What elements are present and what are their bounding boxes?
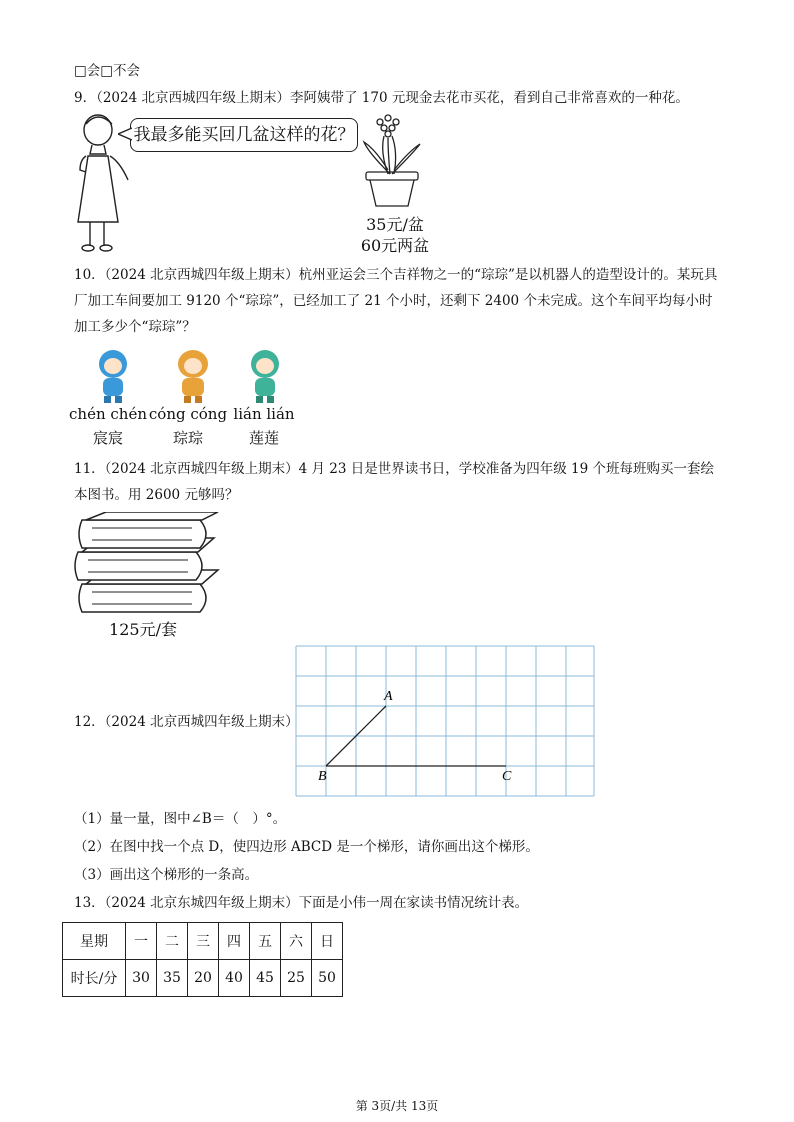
mascot-chenchen-icon	[90, 346, 136, 404]
q12-text: 12．（2024 北京西城四年级上期末）	[74, 714, 299, 730]
page-footer: 第 3页/共 13页	[355, 1099, 439, 1113]
mascot-lianlian-icon	[242, 346, 288, 404]
point-a-label: A	[384, 689, 393, 704]
table-cell: 三	[188, 923, 219, 960]
table-cell: 45	[250, 960, 281, 997]
mascot-pinyin-2: cóng cóng	[148, 405, 228, 423]
point-c-label: C	[502, 769, 512, 784]
q12-sub3: （3）画出这个梯形的一条高。	[74, 867, 259, 883]
q8-options: □会□不会	[74, 63, 141, 79]
table-cell: 50	[312, 960, 343, 997]
table-cell: 星期	[63, 923, 126, 960]
speech-bubble: 我最多能买回几盆这样的花？	[130, 118, 358, 152]
mascot-congcong-icon	[170, 346, 216, 404]
q12-sub2: （2）在图中找一个点 D，使四边形 ABCD 是一个梯形，请你画出这个梯形。	[74, 839, 539, 855]
price-per-pot: 35元/盆	[366, 215, 424, 234]
table-cell: 四	[219, 923, 250, 960]
table-row	[63, 960, 343, 997]
table-cell: 五	[250, 923, 281, 960]
point-b-label: B	[318, 769, 327, 784]
table-cell: 一	[126, 923, 157, 960]
books-stack-illustration	[72, 512, 222, 618]
flower-pot-illustration	[358, 112, 424, 210]
table-cell: 35	[157, 960, 188, 997]
table-cell: 30	[126, 960, 157, 997]
mascot-name-3: 莲莲	[248, 429, 279, 447]
reading-stats-table	[62, 922, 343, 997]
mascot-pinyin-3: lián lián	[233, 405, 295, 423]
q10-text: 10．（2024 北京西城四年级上期末）杭州亚运会三个吉祥物之一的“琮琮”是以机器人的造型设计的。某玩具厂加工车间要加工 9120 个“琮琮”，已经加工了 21 个小时，还剩下 2400 个未完成。这个车间平均每小时加工多少个“琮琮”？	[74, 267, 718, 335]
table-cell: 40	[219, 960, 250, 997]
table-cell: 二	[157, 923, 188, 960]
book-price: 125元/套	[109, 620, 177, 639]
table-cell: 六	[281, 923, 312, 960]
table-cell: 25	[281, 960, 312, 997]
q11-text: 11．（2024 北京西城四年级上期末）4 月 23 日是世界读书日，学校准备为四年级 19 个班每班购买一套绘本图书。用 2600 元够吗？	[74, 461, 714, 503]
mascot-name-1: 宸宸	[92, 429, 123, 447]
table-cell: 20	[188, 960, 219, 997]
table-cell: 时长/分	[63, 960, 126, 997]
bubble-tail	[118, 126, 132, 142]
q12-sub1: （1）量一量，图中∠B＝（ ）°。	[74, 811, 287, 827]
mascot-name-2: 琮琮	[172, 429, 203, 447]
q9-text: 9．（2024 北京西城四年级上期末）李阿姨带了 170 元现金去花市买花，看到自己非常喜欢的一种花。	[74, 90, 689, 106]
triangle-grid	[294, 644, 596, 800]
price-two-pots: 60元两盆	[360, 236, 430, 255]
mascot-pinyin-1: chén chén	[69, 405, 147, 423]
table-header-row	[63, 923, 343, 960]
q13-text: 13．（2024 北京东城四年级上期末）下面是小伟一周在家读书情况统计表。	[74, 895, 529, 911]
table-cell: 日	[312, 923, 343, 960]
